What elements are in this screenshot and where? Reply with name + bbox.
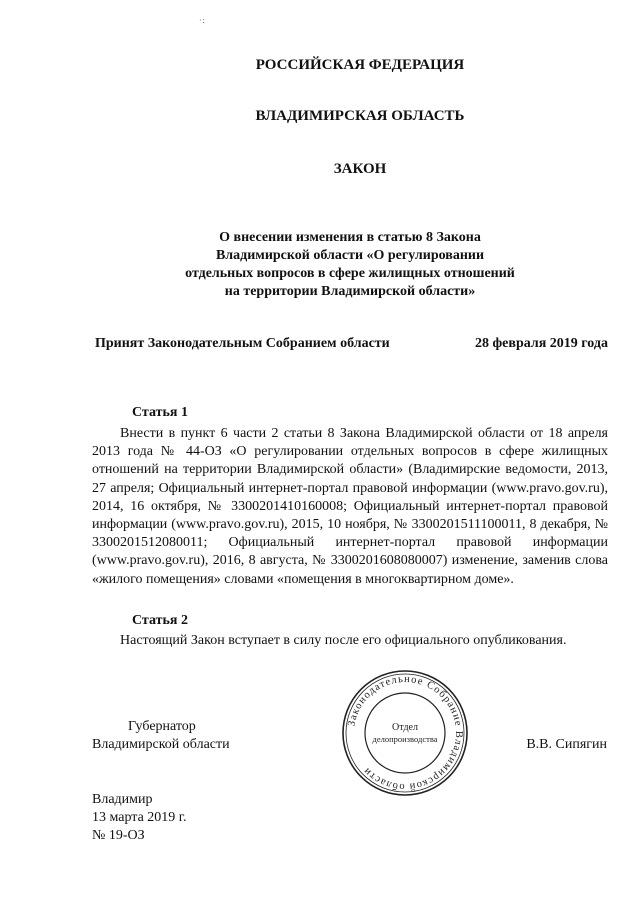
- signatory-title-line1: Губернатор: [128, 719, 196, 734]
- footer-number: № 19-ОЗ: [92, 828, 145, 843]
- adoption-label: Принят Законодательным Собранием области: [95, 336, 390, 351]
- footer-block: [92, 791, 186, 845]
- stamp-inner-line1: Отдел: [392, 722, 418, 733]
- signatory-name: В.В. Сипягин: [526, 737, 607, 752]
- adoption-date: 28 февраля 2019 года: [475, 336, 608, 351]
- signatory-title-line2: Владимирской области: [92, 737, 230, 752]
- region-heading: ВЛАДИМИРСКАЯ ОБЛАСТЬ: [255, 108, 465, 124]
- footer-date: 13 марта 2019 г.: [92, 810, 187, 825]
- stamp-ring-text: Законодательное Собрание Владимирской области: [346, 673, 465, 793]
- scan-artifact: ·:: [199, 16, 206, 25]
- article-2-text: Настоящий Закон вступает в силу после его официального опубликования.: [120, 633, 567, 648]
- subject-line: на территории Владимирской области»: [224, 284, 476, 299]
- article-1-title: Статья 1: [132, 405, 188, 420]
- subject-line: Владимирской области «О регулировании: [215, 248, 485, 263]
- article-1-text: Внести в пункт 6 части 2 статьи 8 Закона Владимирской области от 18 апреля 2013 года № 44-ОЗ «О регулировании отдельных вопросов в сфере жилищных отношений на территории Владимирской области» (Владимирские ведомости, 2013, 27 апреля; Официальный интернет-портал правовой информации (www.pravo.gov.ru), 2014, 16 октября, № 3300201410160008; Официальный интернет-портал правовой информации (www.pravo.gov.ru), 2015, 10 ноября, № 3300201511100011, 8 декабря, № 3300201512080011; Официальный интернет-портал правовой информации (www.pravo.gov.ru), 2016, 8 августа, № 3300201608080007) изменение, заменив слова «жилого помещения» словами «помещения в многоквартирном доме».: [92, 426, 608, 587]
- law-subject: [150, 229, 550, 301]
- stamp-inner-line2: делопроизводства: [372, 734, 438, 744]
- official-stamp: [340, 668, 470, 798]
- document-type-heading: ЗАКОН: [333, 161, 387, 177]
- footer-city: Владимир: [92, 792, 153, 807]
- subject-line: отдельных вопросов в сфере жилищных отношений: [185, 266, 515, 281]
- subject-line: О внесении изменения в статью 8 Закона: [219, 230, 481, 245]
- article-2-title: Статья 2: [132, 613, 188, 628]
- federation-heading: РОССИЙСКАЯ ФЕДЕРАЦИЯ: [255, 57, 465, 73]
